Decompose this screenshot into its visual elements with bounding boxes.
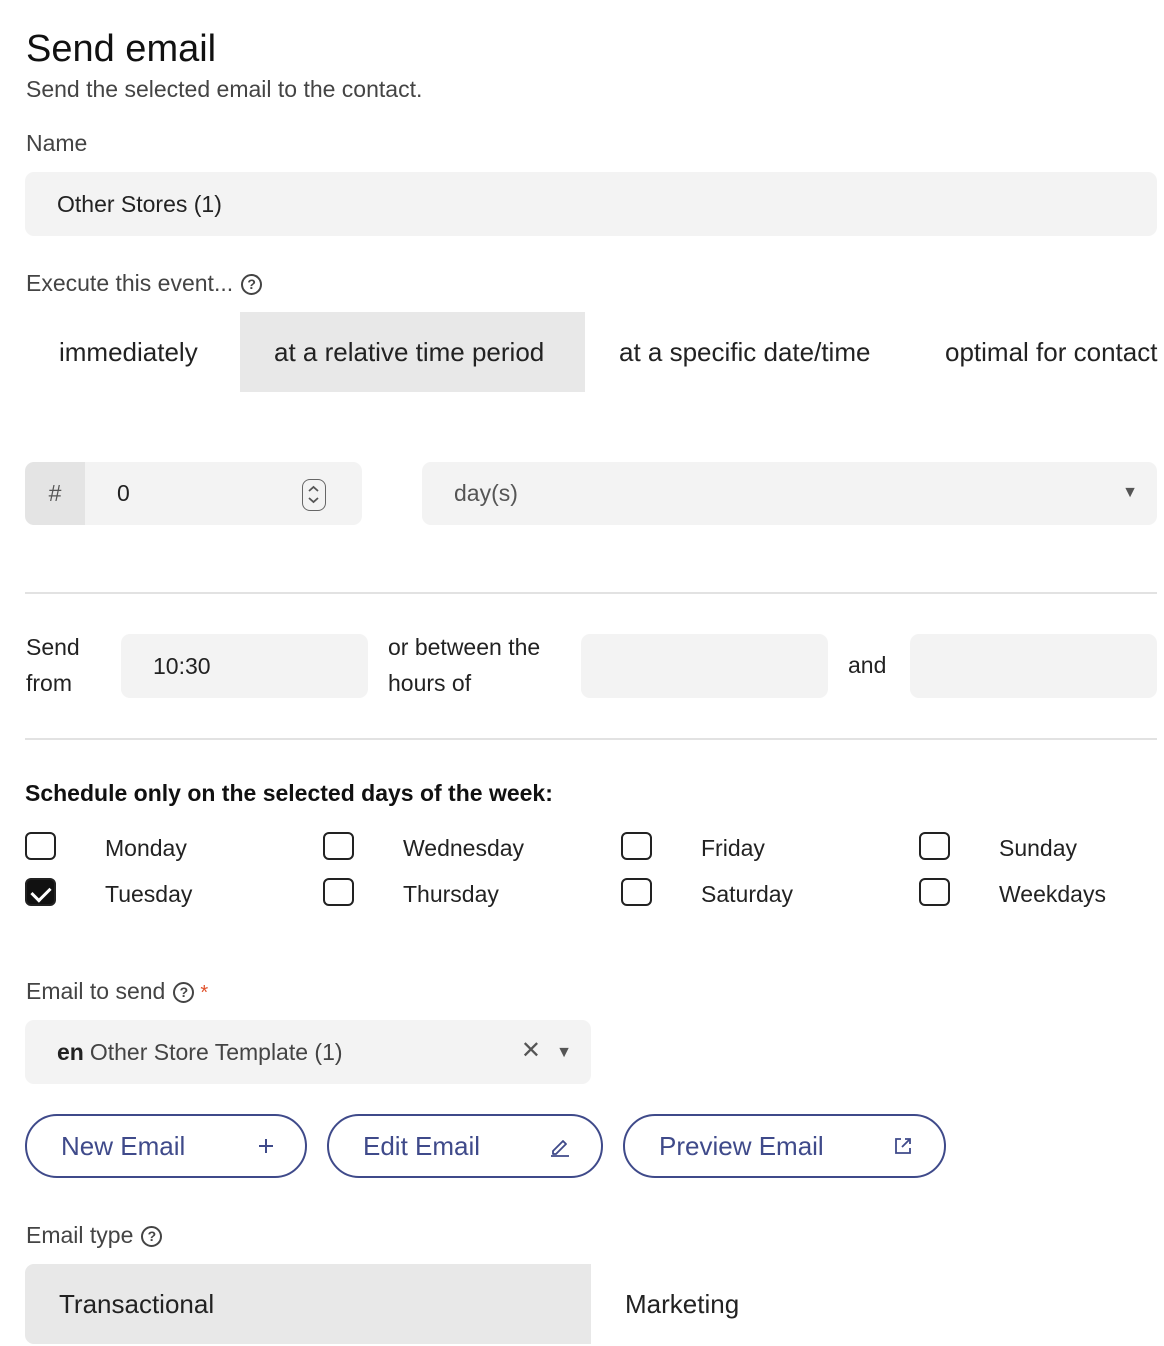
page-subtitle: Send the selected email to the contact. xyxy=(26,76,423,102)
day-label-weekdays: Weekdays xyxy=(999,881,1106,907)
send-from-time-input[interactable] xyxy=(121,634,368,698)
external-link-icon xyxy=(892,1135,914,1157)
checkbox-weekdays[interactable] xyxy=(919,878,950,906)
between-hours-label-line2: hours of xyxy=(388,670,472,696)
divider xyxy=(25,592,1157,594)
name-label: Name xyxy=(26,130,88,156)
execute-option-label: optimal for contact xyxy=(945,336,1158,367)
day-label-sunday: Sunday xyxy=(999,835,1078,861)
between-start-time-input[interactable] xyxy=(581,634,828,698)
plus-icon xyxy=(257,1137,275,1155)
execute-label xyxy=(26,270,262,297)
execute-option-relative[interactable] xyxy=(240,312,585,392)
edit-email-button-label: Edit Email xyxy=(363,1130,481,1161)
page-title: Send email xyxy=(26,28,217,70)
checkbox-tuesday[interactable] xyxy=(25,878,56,906)
email-type-marketing[interactable] xyxy=(591,1264,891,1344)
email-type-label xyxy=(26,1222,162,1249)
execute-option-optimal[interactable] xyxy=(911,312,1164,392)
day-label-thursday: Thursday xyxy=(403,881,499,907)
checkbox-friday[interactable] xyxy=(621,832,652,860)
email-to-send-value: Other Store Template (1) xyxy=(89,1038,343,1065)
days-heading: Schedule only on the selected days of the week: xyxy=(25,780,553,806)
number-stepper[interactable] xyxy=(302,479,326,511)
interval-number-value: 0 xyxy=(117,480,130,506)
interval-unit-select[interactable] xyxy=(422,462,1157,525)
email-type-option-label: Marketing xyxy=(625,1288,740,1319)
day-label-monday: Monday xyxy=(105,835,187,861)
new-email-button-label: New Email xyxy=(61,1130,186,1161)
pencil-icon xyxy=(549,1135,571,1157)
day-label-friday: Friday xyxy=(701,835,765,861)
new-email-button[interactable] xyxy=(25,1114,307,1178)
stepper-arrows-icon xyxy=(303,480,324,509)
checkbox-saturday[interactable] xyxy=(621,878,652,906)
send-from-label xyxy=(26,629,80,701)
and-label: and xyxy=(848,652,887,678)
day-label-tuesday: Tuesday xyxy=(105,881,193,907)
question-circle-icon[interactable]: ? xyxy=(141,1226,162,1247)
send-from-time-value: 10:30 xyxy=(153,652,211,679)
execute-label-text: Execute this event... xyxy=(26,270,234,296)
day-label-saturday: Saturday xyxy=(701,881,794,907)
checkbox-monday[interactable] xyxy=(25,832,56,860)
name-input-value: Other Stores (1) xyxy=(57,190,222,217)
send-from-label-line1: Send xyxy=(26,634,80,660)
between-hours-label-line1: or between the xyxy=(388,634,541,660)
execute-option-label: at a specific date/time xyxy=(619,336,871,367)
number-prefix: # xyxy=(25,462,85,525)
email-to-send-label-text: Email to send xyxy=(26,978,166,1004)
caret-down-icon: ▼ xyxy=(1122,484,1138,501)
between-end-time-input[interactable] xyxy=(910,634,1157,698)
email-to-send-label xyxy=(26,978,208,1005)
send-from-label-line2: from xyxy=(26,670,72,696)
checkbox-sunday[interactable] xyxy=(919,832,950,860)
caret-down-icon[interactable]: ▼ xyxy=(556,1044,572,1061)
execute-option-label: immediately xyxy=(59,336,198,367)
interval-unit-value: day(s) xyxy=(454,480,518,506)
checkbox-thursday[interactable] xyxy=(323,878,354,906)
email-type-transactional[interactable] xyxy=(25,1264,591,1344)
required-indicator: * xyxy=(200,982,209,1004)
day-label-wednesday: Wednesday xyxy=(403,835,525,861)
email-type-label-text: Email type xyxy=(26,1222,134,1248)
edit-email-button[interactable] xyxy=(327,1114,603,1178)
close-icon[interactable]: ✕ xyxy=(520,1037,541,1064)
divider xyxy=(25,738,1157,740)
name-input[interactable] xyxy=(25,172,1157,236)
email-to-send-select[interactable] xyxy=(25,1020,591,1084)
question-circle-icon[interactable]: ? xyxy=(241,274,262,295)
execute-option-label: at a relative time period xyxy=(274,336,545,367)
execute-option-specific[interactable] xyxy=(585,312,904,392)
preview-email-button[interactable] xyxy=(623,1114,946,1178)
preview-email-button-label: Preview Email xyxy=(659,1130,824,1161)
question-circle-icon[interactable]: ? xyxy=(173,982,194,1003)
between-hours-label xyxy=(388,629,540,701)
checkbox-wednesday[interactable] xyxy=(323,832,354,860)
execute-option-immediately[interactable] xyxy=(25,312,232,392)
interval-number-input[interactable] xyxy=(85,462,362,525)
email-language-code: en xyxy=(57,1038,84,1065)
email-type-option-label: Transactional xyxy=(59,1288,215,1319)
